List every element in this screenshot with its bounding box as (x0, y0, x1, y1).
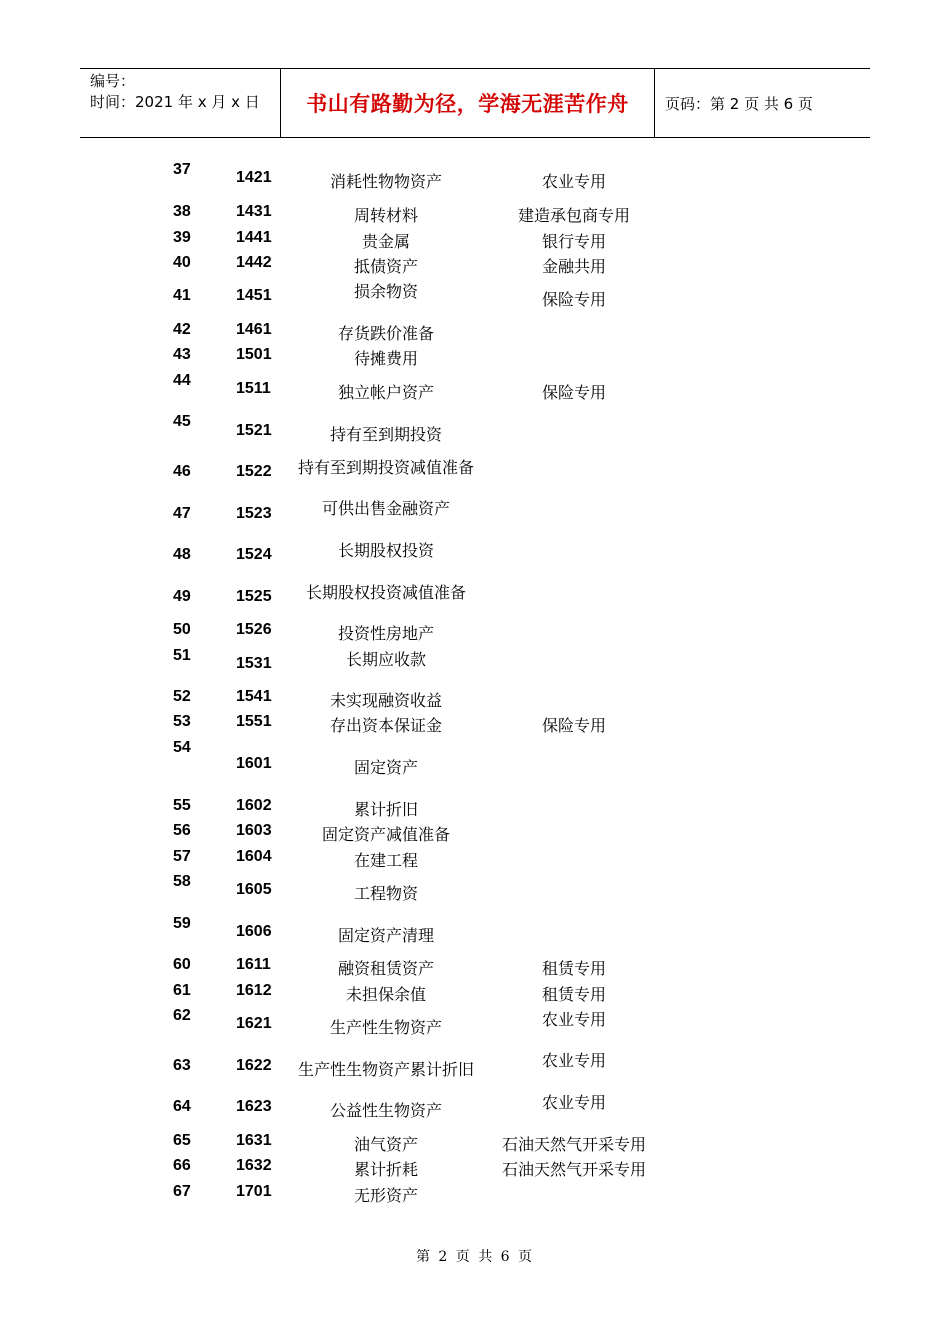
account-code: 1511 (236, 380, 271, 397)
account-name: 公益性生物资产 (329, 1101, 443, 1120)
account-code: 1603 (236, 822, 272, 839)
account-note: 石油天然气开采专用 (501, 1160, 647, 1179)
row-number: 48 (173, 546, 191, 563)
account-code: 1602 (236, 797, 272, 814)
account-code: 1605 (236, 881, 272, 898)
account-note: 保险专用 (541, 383, 607, 402)
header-number-label: 编号： (90, 72, 136, 90)
row-number: 53 (173, 713, 191, 730)
row-number: 55 (173, 797, 191, 814)
row-number: 61 (173, 982, 191, 999)
account-note: 农业专用 (541, 1093, 607, 1112)
account-name: 生产性生物资产 (329, 1018, 443, 1037)
row-number: 41 (173, 287, 191, 304)
account-name: 未实现融资收益 (329, 691, 443, 710)
account-code: 1521 (236, 422, 272, 439)
account-code: 1523 (236, 505, 272, 522)
row-number: 57 (173, 848, 191, 865)
account-name: 油气资产 (353, 1135, 419, 1154)
account-name: 累计折旧 (353, 800, 419, 819)
account-name: 待摊费用 (353, 349, 419, 368)
account-name: 损余物资 (353, 282, 419, 301)
account-code: 1451 (236, 287, 272, 304)
account-code: 1621 (236, 1015, 272, 1032)
row-number: 43 (173, 346, 191, 363)
account-code: 1606 (236, 923, 272, 940)
account-code: 1612 (236, 982, 272, 999)
row-number: 64 (173, 1098, 191, 1115)
account-code: 1461 (236, 321, 272, 338)
row-number: 49 (173, 588, 191, 605)
account-name: 可供出售金融资产 (321, 499, 451, 518)
row-number: 54 (173, 739, 191, 756)
header-motto: 书山有路勤为径，学海无涯苦作舟 (306, 92, 629, 116)
row-number: 63 (173, 1057, 191, 1074)
account-code: 1526 (236, 621, 272, 638)
account-name: 持有至到期投资减值准备 (297, 458, 475, 477)
row-number: 67 (173, 1183, 191, 1200)
account-code: 1611 (236, 956, 271, 973)
account-code: 1701 (236, 1183, 272, 1200)
account-code: 1524 (236, 546, 272, 563)
row-number: 45 (173, 413, 191, 430)
account-code: 1421 (236, 169, 272, 186)
account-name: 独立帐户资产 (337, 383, 435, 402)
account-name: 工程物资 (353, 884, 419, 903)
row-number: 42 (173, 321, 191, 338)
account-code: 1531 (236, 655, 272, 672)
account-name: 融资租赁资产 (337, 959, 435, 978)
account-note: 石油天然气开采专用 (501, 1135, 647, 1154)
account-note: 租赁专用 (541, 985, 607, 1004)
account-code: 1622 (236, 1057, 272, 1074)
row-number: 66 (173, 1157, 191, 1174)
header-page-label: 页码：第 2 页 共 6 页 (665, 94, 813, 113)
account-code: 1442 (236, 254, 272, 271)
account-code: 1604 (236, 848, 272, 865)
account-code: 1522 (236, 463, 272, 480)
account-note: 金融共用 (541, 257, 607, 276)
account-name: 持有至到期投资 (329, 425, 443, 444)
account-name: 在建工程 (353, 851, 419, 870)
account-name: 固定资产减值准备 (321, 825, 451, 844)
account-name: 未担保余值 (345, 985, 427, 1004)
account-code: 1551 (236, 713, 272, 730)
page-footer: 第 2 页 共 6 页 (415, 1249, 535, 1265)
row-number: 62 (173, 1007, 191, 1024)
account-name: 存出资本保证金 (329, 716, 443, 735)
account-code: 1632 (236, 1157, 272, 1174)
account-name: 长期应收款 (345, 650, 427, 669)
row-number: 46 (173, 463, 191, 480)
account-name: 贵金属 (361, 232, 411, 251)
account-code: 1441 (236, 229, 272, 246)
account-note: 保险专用 (541, 290, 607, 309)
account-note: 农业专用 (541, 172, 607, 191)
account-note: 保险专用 (541, 716, 607, 735)
row-number: 44 (173, 372, 191, 389)
account-name: 存货跌价准备 (337, 324, 435, 343)
account-code: 1431 (236, 203, 272, 220)
account-name: 固定资产 (353, 758, 419, 777)
row-number: 39 (173, 229, 191, 246)
row-number: 59 (173, 915, 191, 932)
row-number: 58 (173, 873, 191, 890)
account-note: 农业专用 (541, 1010, 607, 1029)
account-note: 银行专用 (541, 232, 607, 251)
row-number: 37 (173, 161, 191, 178)
row-number: 52 (173, 688, 191, 705)
row-number: 50 (173, 621, 191, 638)
row-number: 60 (173, 956, 191, 973)
account-name: 周转材料 (353, 206, 419, 225)
row-number: 51 (173, 647, 191, 664)
account-name: 累计折耗 (353, 1160, 419, 1179)
account-name: 长期股权投资减值准备 (305, 583, 467, 602)
row-number: 65 (173, 1132, 191, 1149)
account-code: 1541 (236, 688, 272, 705)
account-note: 租赁专用 (541, 959, 607, 978)
account-name: 固定资产清理 (337, 926, 435, 945)
account-code: 1631 (236, 1132, 272, 1149)
account-name: 抵债资产 (353, 257, 419, 276)
account-name: 无形资产 (353, 1186, 419, 1205)
row-number: 38 (173, 203, 191, 220)
account-code: 1623 (236, 1098, 272, 1115)
account-name: 生产性生物资产累计折旧 (297, 1060, 475, 1079)
account-code: 1501 (236, 346, 272, 363)
account-code: 1525 (236, 588, 272, 605)
row-number: 56 (173, 822, 191, 839)
header-time-label: 时间：2021 年 x 月 x 日 (90, 93, 260, 111)
account-note: 农业专用 (541, 1051, 607, 1070)
account-name: 长期股权投资 (337, 541, 435, 560)
account-name: 投资性房地产 (337, 624, 435, 643)
account-code: 1601 (236, 755, 272, 772)
row-number: 47 (173, 505, 191, 522)
account-note: 建造承包商专用 (517, 206, 631, 225)
account-name: 消耗性物物资产 (329, 172, 443, 191)
row-number: 40 (173, 254, 191, 271)
